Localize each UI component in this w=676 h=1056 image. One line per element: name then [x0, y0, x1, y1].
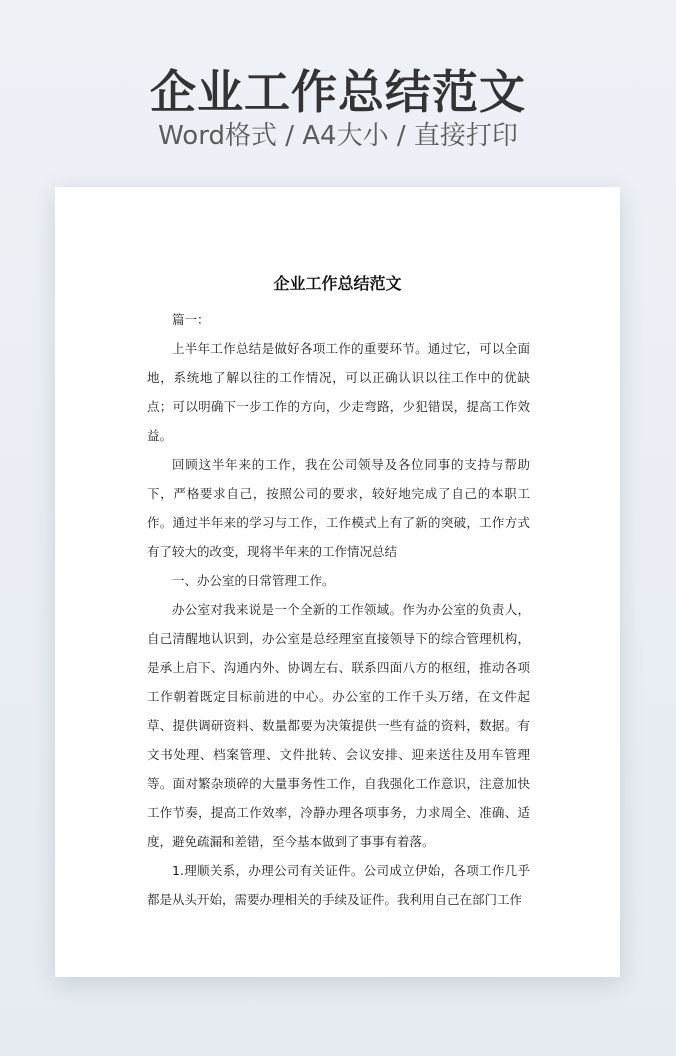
document-body: [147, 305, 530, 914]
document-paragraph: 回顾这半年来的工作，我在公司领导及各位同事的支持与帮助下，严格要求自己，按照公司的要求，较好地完成了自己的本职工作。通过半年来的学习与工作，工作模式上有了新的突破，工作方式有了较大的改变，现将半年来的工作情况总结: [147, 457, 530, 559]
document-paragraph: 一、办公室的日常管理工作。: [172, 573, 335, 588]
document-paragraph: 办公室对我来说是一个全新的工作领域。作为办公室的负责人，自己清醒地认识到，办公室是总经理室直接领导下的综合管理机构，是承上启下、沟通内外、协调左右、联系四面八方的枢纽，推动各项工作朝着既定目标前进的中心。办公室的工作千头万绪，在文件起草、提供调研资料、数量都要为决策提供一些有益的资料，数据。有文书处理、档案管理、文件批转、会议安排、迎来送往及用车管理等。面对繁杂琐碎的大量事务性工作，自我强化工作意识，注意加快工作节奏，提高工作效率，冷静办理各项事务，力求周全、准确、适度，避免疏漏和差错，至今基本做到了事事有着落。: [147, 602, 530, 849]
document-page: [55, 187, 620, 977]
banner-subtitle: Word格式 / A4大小 / 直接打印: [158, 121, 518, 151]
document-paragraph: 上半年工作总结是做好各项工作的重要环节。通过它，可以全面地，系统地了解以往的工作情况，可以正确认识以往工作中的优缺点；可以明确下一步工作的方向，少走弯路，少犯错误，提高工作效益。: [147, 341, 530, 443]
banner-title: 企业工作总结范文: [150, 65, 526, 119]
document-title: 企业工作总结范文: [273, 274, 402, 293]
document-paragraph: 1.理顺关系，办理公司有关证件。公司成立伊始，各项工作几乎都是从头开始，需要办理相关的手续及证件。我利用自己在部门工作: [147, 863, 530, 907]
document-paragraph: 篇一：: [172, 312, 210, 327]
